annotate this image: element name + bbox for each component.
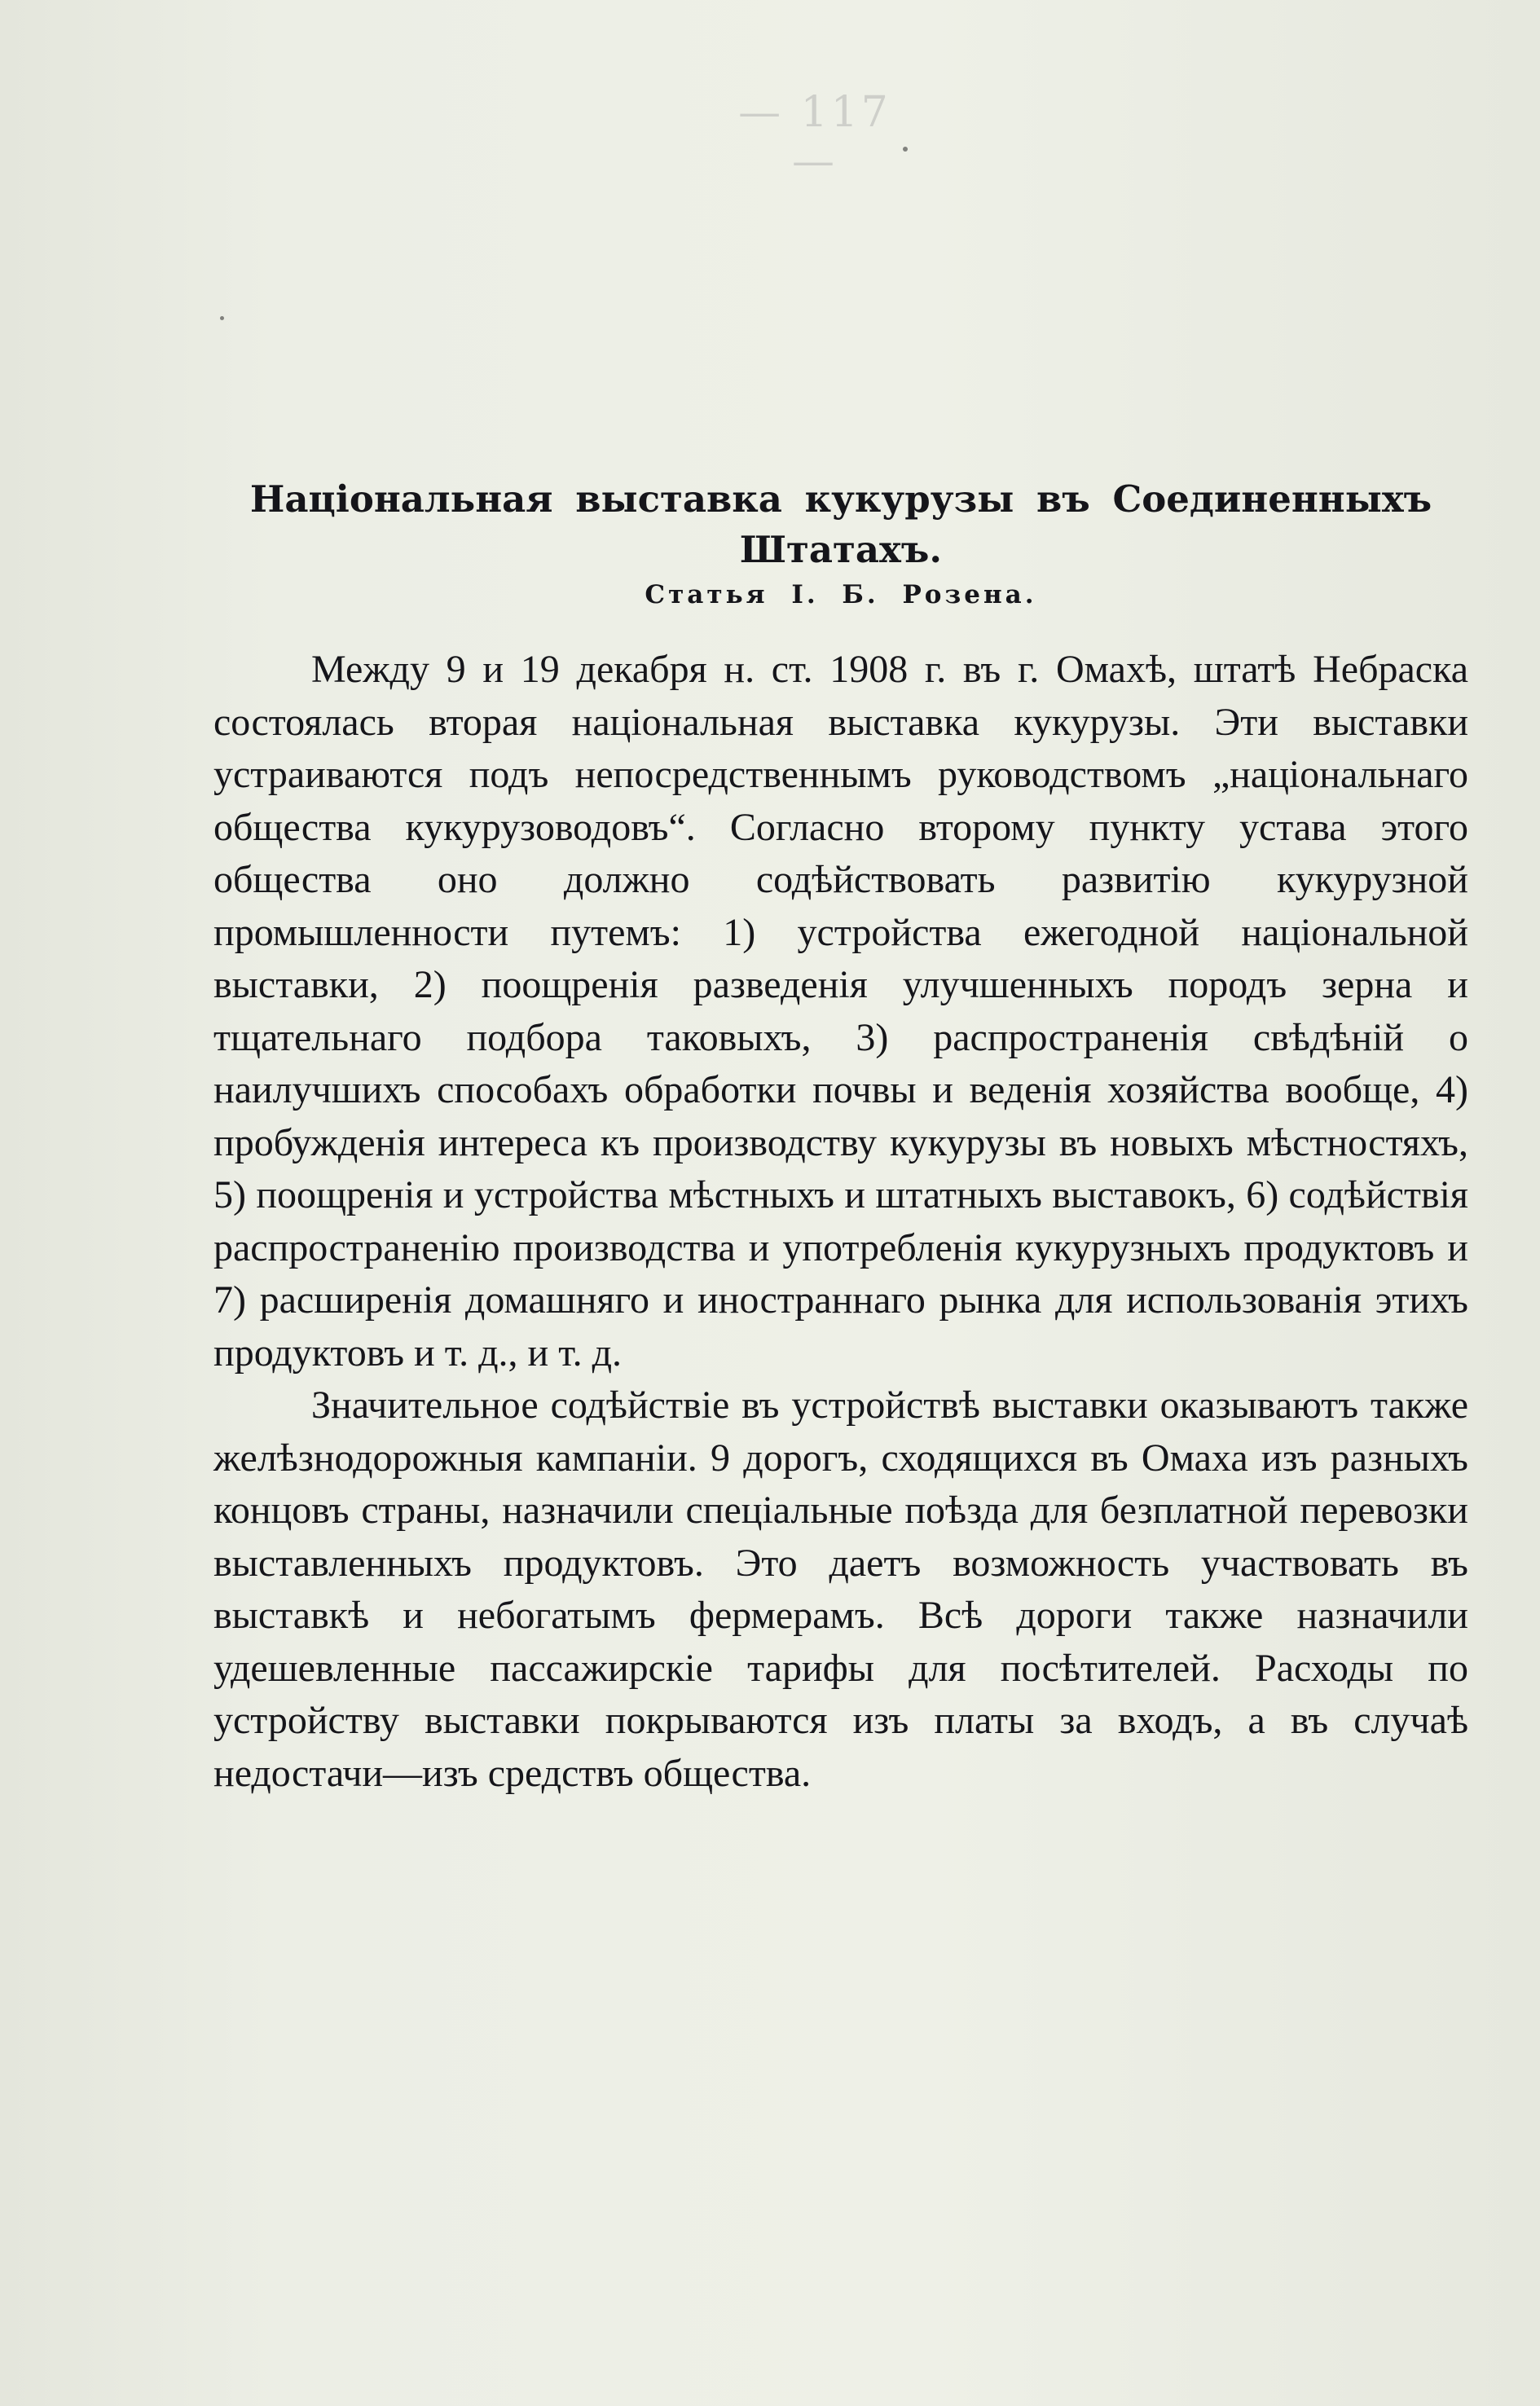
paragraph-1: Между 9 и 19 декабря н. ст. 1908 г. въ г. Омахѣ, штатѣ Небраска состоялась вторая національная выставка кукурузы. Эти выставки устраиваются подъ непосредственнымъ руководствомъ „національнаго общества кукурузоводовъ“. Согласно второму пункту устава этого общества оно должно содѣйствовать развитію кукурузной промышленности путемъ: 1) устройства ежегодной національной выставки, 2) поощренія разведенія улучшенныхъ породъ зерна и тщательнаго подбора таковыхъ, 3) распространенія свѣдѣній о наилучшихъ способахъ обработки почвы и веденія хозяйства вообще, 4) пробужденія интереса къ производству кукурузы въ новыхъ мѣстностяхъ, 5) поощренія и устройства мѣстныхъ и штатныхъ выставокъ, 6) содѣйствія распространенію производства и употребленія кукурузныхъ продуктовъ и 7) расширенія домашняго и иностраннаго рынка для использованія этихъ продуктовъ и т. д., и т. д. bbox=[213, 648, 1468, 1375]
page-number-bleed-through: — 117 — bbox=[738, 88, 891, 186]
ink-speck bbox=[903, 147, 908, 152]
paragraph-2: Значительное содѣйствіе въ устройствѣ выставки оказываютъ также желѣзнодорожныя кампаніи. 9 дорогъ, сходящихся въ Омаха изъ разныхъ концовъ страны, назначили спеціальные поѣзда для безплатной перевозки выставленныхъ продуктовъ. Это даетъ возможность участвовать въ выставкѣ и небогатымъ фермерамъ. Всѣ дороги также назначили удешевленные пассажирскіе тарифы для посѣтителей. Расходы по устройству выставки покрываются изъ платы за входъ, а въ случаѣ недостачи—изъ средствъ общества. bbox=[213, 1383, 1468, 1795]
article-byline: Статья I. Б. Розена. bbox=[645, 580, 1037, 609]
ink-speck bbox=[220, 316, 224, 320]
article-title: Національная выставка кукурузы въ Соединенныхъ Штатахъ. bbox=[249, 477, 1432, 571]
article-body bbox=[213, 644, 1468, 1800]
